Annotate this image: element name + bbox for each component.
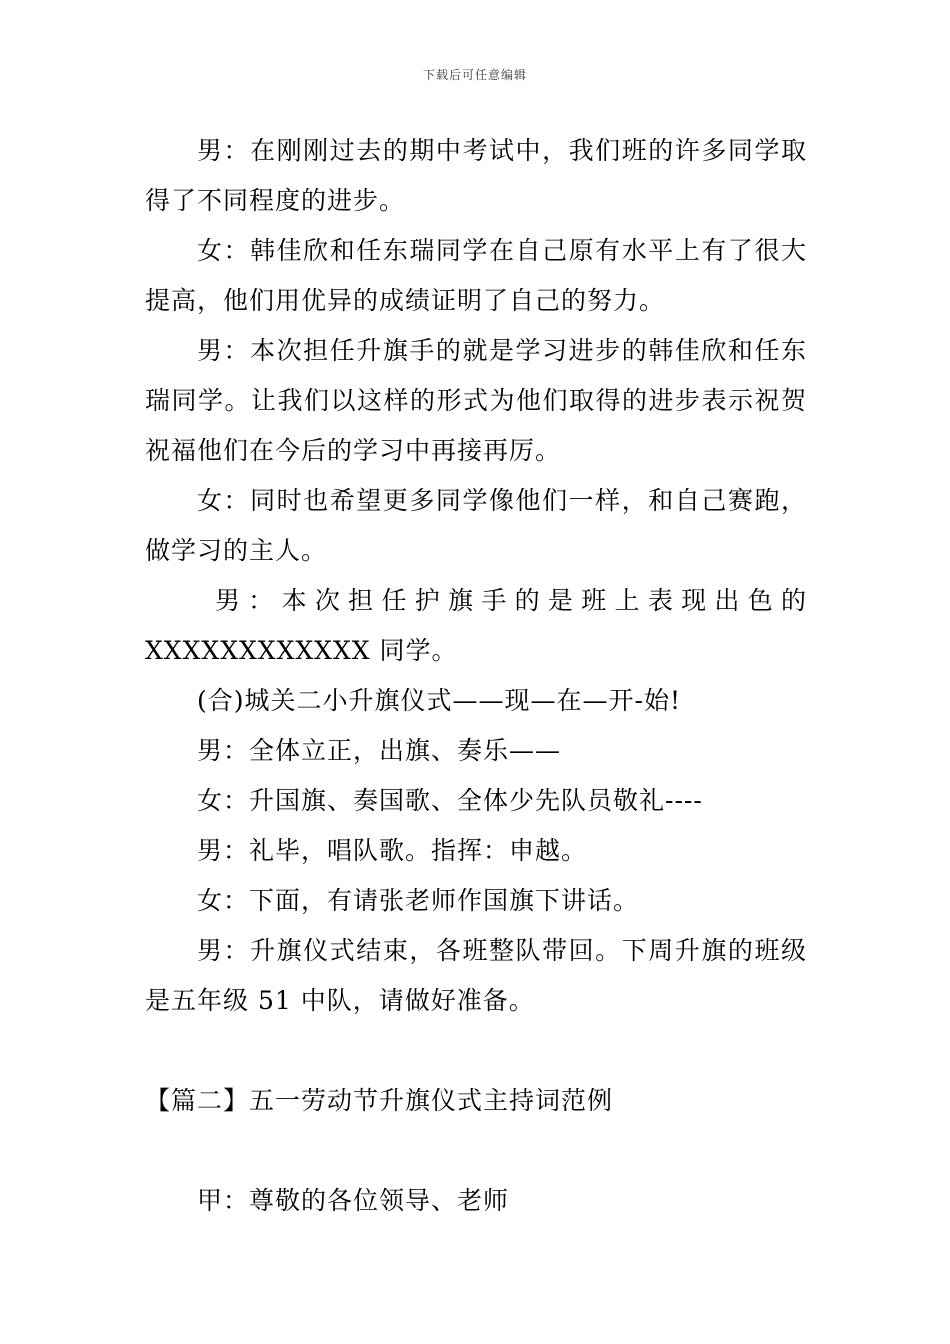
paragraph-11: 男：升旗仪式结束，各班整队带回。下周升旗的班级是五年级 51 中队，请做好准备。 xyxy=(145,936,807,1015)
document-body xyxy=(145,126,807,1226)
paragraph-5-continuation: XXXXXXXXXXXX 同学。 xyxy=(145,636,458,665)
paragraph-3: 男：本次担任升旗手的就是学习进步的韩佳欣和任东瑞同学。让我们以这样的形式为他们取得的进步表示祝贺祝福他们在今后的学习中再接再厉。 xyxy=(145,336,807,465)
paragraph-9: 男：礼毕，唱队歌。指挥：申越。 xyxy=(197,836,588,865)
paragraph-2: 女：韩佳欣和任东瑞同学在自己原有水平上有了很大提高，他们用优异的成绩证明了自己的努力。 xyxy=(145,236,807,315)
paragraph-10: 女：下面，有请张老师作国旗下讲话。 xyxy=(197,886,640,915)
page-header: 下载后可任意编辑 xyxy=(422,68,527,82)
paragraph-8: 女：升国旗、奏国歌、全体少先队员敬礼---- xyxy=(197,786,703,815)
paragraph-4: 女：同时也希望更多同学像他们一样，和自己赛跑，做学习的主人。 xyxy=(145,486,807,565)
paragraph-12: 甲：尊敬的各位领导、老师 xyxy=(197,1186,510,1215)
section-title: 【篇二】五一劳动节升旗仪式主持词范例 xyxy=(145,1086,614,1115)
paragraph-7: 男：全体立正，出旗、奏乐—— xyxy=(197,736,562,765)
paragraph-5: 男：本次担任护旗手的是班上表现出色的 xyxy=(215,586,807,615)
spacer xyxy=(145,1026,807,1076)
paragraph-6: (合)城关二小升旗仪式——现—在—开-始! xyxy=(197,686,682,715)
spacer xyxy=(145,1126,807,1176)
paragraph-1: 男：在刚刚过去的期中考试中，我们班的许多同学取得了不同程度的进步。 xyxy=(145,136,807,215)
